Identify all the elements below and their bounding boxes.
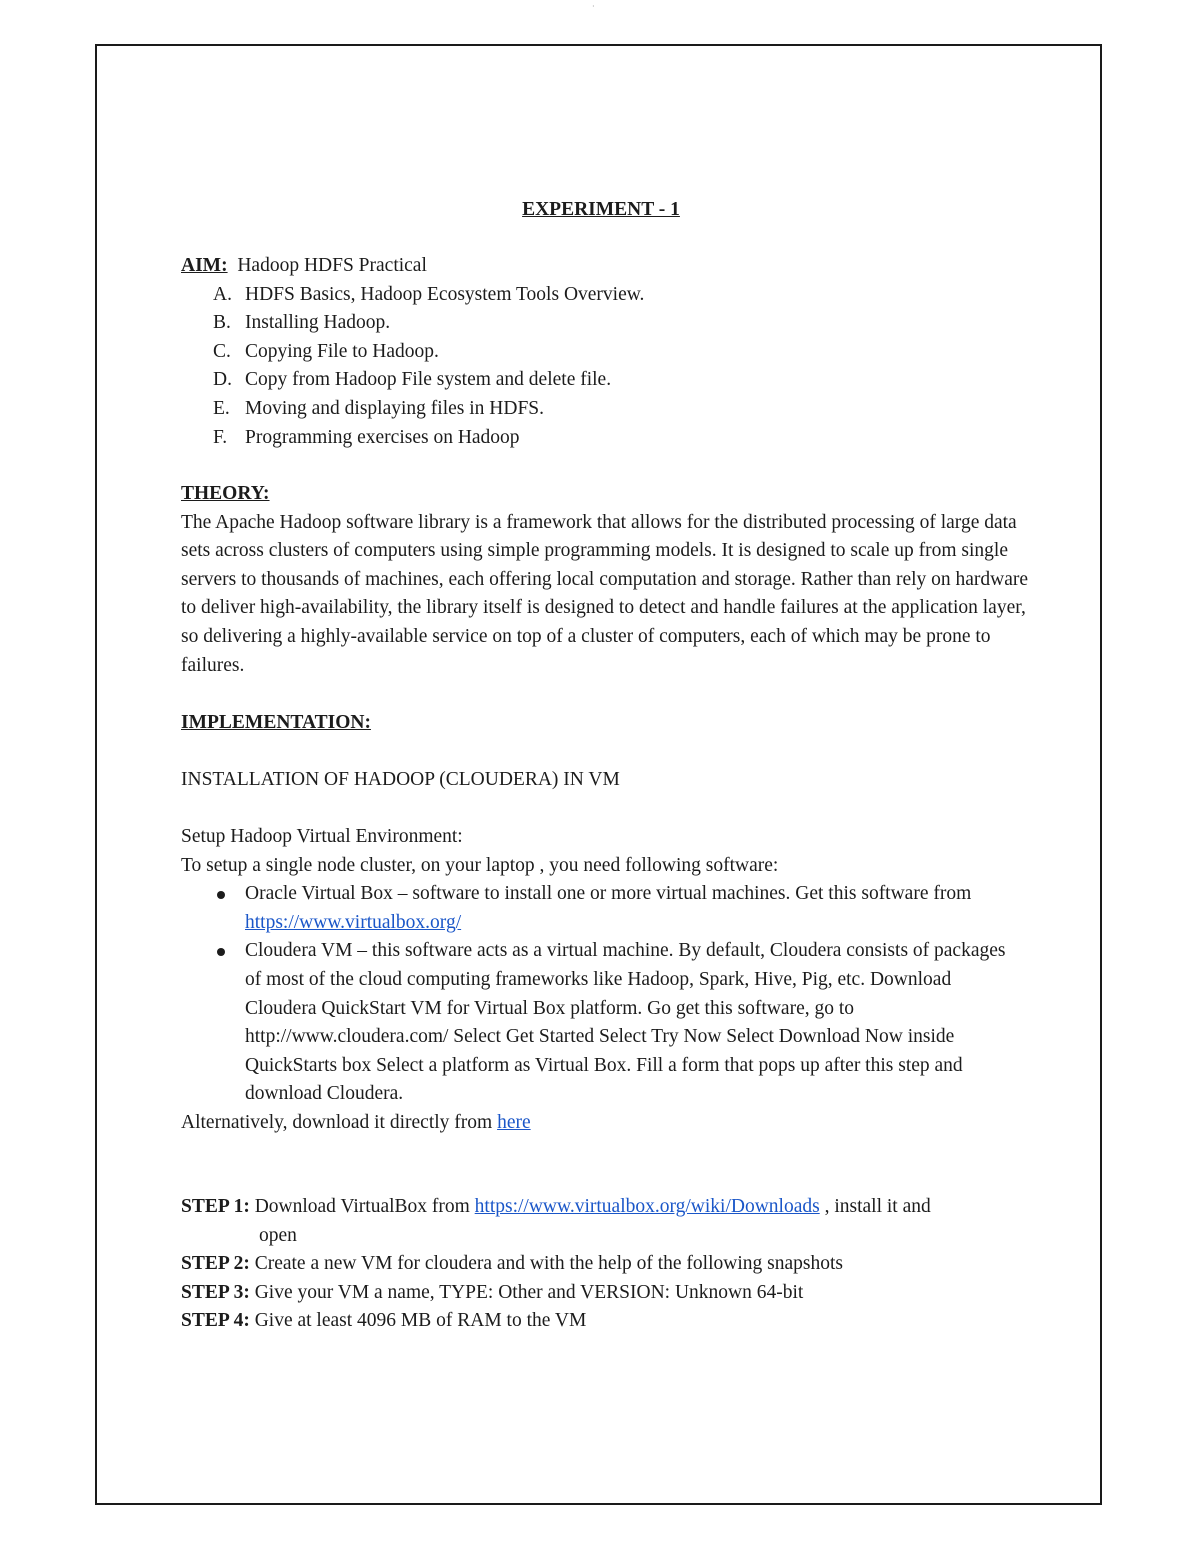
step-2: [181, 1250, 1031, 1279]
setup-block: [181, 823, 1031, 1138]
aim-section: [181, 252, 1031, 452]
step-label: STEP 4:: [181, 1310, 250, 1332]
aim-item-text: Moving and displaying files in HDFS.: [245, 397, 545, 419]
bullet-icon: [217, 948, 225, 956]
step-label: STEP 3:: [181, 1281, 250, 1303]
software-item-text: Oracle Virtual Box – software to install one or more virtual machines. Get this software from: [245, 883, 972, 905]
aim-item-letter: D.: [213, 369, 232, 391]
software-list: [181, 880, 1031, 1109]
step-text: Give at least 4096 MB of RAM to the VM: [249, 1310, 587, 1332]
software-item-cloudera: [213, 937, 1015, 1109]
aim-item-a: [213, 281, 1031, 310]
aim-text: Hadoop HDFS Practical: [237, 255, 427, 276]
aim-item-letter: F.: [213, 426, 228, 448]
step-text: Create a new VM for cloudera and with the help of the following snapshots: [249, 1253, 843, 1275]
aim-item-letter: C.: [213, 340, 231, 362]
aim-line: [181, 252, 1031, 281]
implementation-heading: IMPLEMENTATION:: [181, 712, 371, 733]
steps-section: [181, 1193, 1031, 1336]
aim-item-d: [213, 366, 1031, 395]
aim-label: AIM:: [181, 255, 228, 276]
theory-paragraph: The Apache Hadoop software library is a framework that allows for the distributed processing of large data sets across clusters of computers using simple programming models. It is designed to scale up from single servers to thousands of machines, each offering local computation and storage. Rather than rely on hardware to deliver high-availability, the library itself is designed to detect and handle failures at the application layer, so delivering a highly-available service on top of a cluster of computers, each of which may be prone to failures.: [181, 511, 1029, 676]
virtualbox-downloads-link[interactable]: https://www.virtualbox.org/wiki/Downloads: [474, 1196, 820, 1217]
aim-item-f: [213, 424, 1031, 453]
step-1: [181, 1193, 1031, 1250]
setup-intro: To setup a single node cluster, on your laptop , you need following software:: [181, 854, 779, 876]
theory-heading: THEORY:: [181, 483, 270, 504]
aim-item-c: [213, 338, 1031, 367]
step-3: [181, 1279, 1031, 1308]
implementation-section: [181, 709, 1031, 738]
alternative-line: [181, 1109, 1031, 1138]
step-label: STEP 2:: [181, 1253, 250, 1275]
setup-title: Setup Hadoop Virtual Environment:: [181, 826, 463, 847]
installation-subheading-block: [181, 766, 1031, 795]
aim-item-letter: A.: [213, 283, 232, 305]
bullet-icon: [217, 891, 225, 899]
aim-item-b: [213, 309, 1031, 338]
software-item-virtualbox: [213, 880, 1015, 937]
here-link[interactable]: here: [497, 1111, 531, 1133]
installation-subheading: INSTALLATION OF HADOOP (CLOUDERA) IN VM: [181, 769, 620, 790]
step-4: [181, 1307, 1031, 1336]
step-label: STEP 1:: [181, 1196, 250, 1217]
aim-item-e: [213, 395, 1031, 424]
step-text: Give your VM a name, TYPE: Other and VERSION: Unknown 64-bit: [249, 1281, 804, 1303]
virtualbox-link[interactable]: https://www.virtualbox.org/: [245, 911, 462, 933]
aim-item-letter: B.: [213, 312, 231, 334]
software-item-text: Cloudera VM – this software acts as a virtual machine. By default, Cloudera consists of packages of most of the cloud computing frameworks like Hadoop, Spark, Hive, Pig, etc. Download Cloudera QuickStart VM for Virtual Box platform. Go get this software, go to http://www.cloudera.com/ Select Get Started Select Try Now Select Download Now inside QuickStarts box Select a platform as Virtual Box. Fill a form that pops up after this step and download Cloudera.: [245, 940, 1006, 1105]
aim-list: [181, 281, 1031, 453]
alternative-text: Alternatively, download it directly from: [181, 1111, 498, 1133]
aim-item-text: Installing Hadoop.: [245, 312, 391, 334]
step-text: Download VirtualBox from: [249, 1196, 475, 1217]
aim-item-text: Programming exercises on Hadoop: [245, 426, 520, 448]
page-title: EXPERIMENT - 1: [522, 199, 680, 220]
aim-item-text: Copying File to Hadoop.: [245, 340, 439, 362]
theory-section: [181, 480, 1031, 680]
step-continuation: open: [259, 1224, 297, 1246]
step-text-after: , install it and: [819, 1196, 931, 1217]
aim-item-text: HDFS Basics, Hadoop Ecosystem Tools Overview.: [245, 283, 645, 305]
aim-item-text: Copy from Hadoop File system and delete file.: [245, 369, 612, 391]
top-mark: ·: [592, 2, 595, 11]
aim-item-letter: E.: [213, 397, 230, 419]
